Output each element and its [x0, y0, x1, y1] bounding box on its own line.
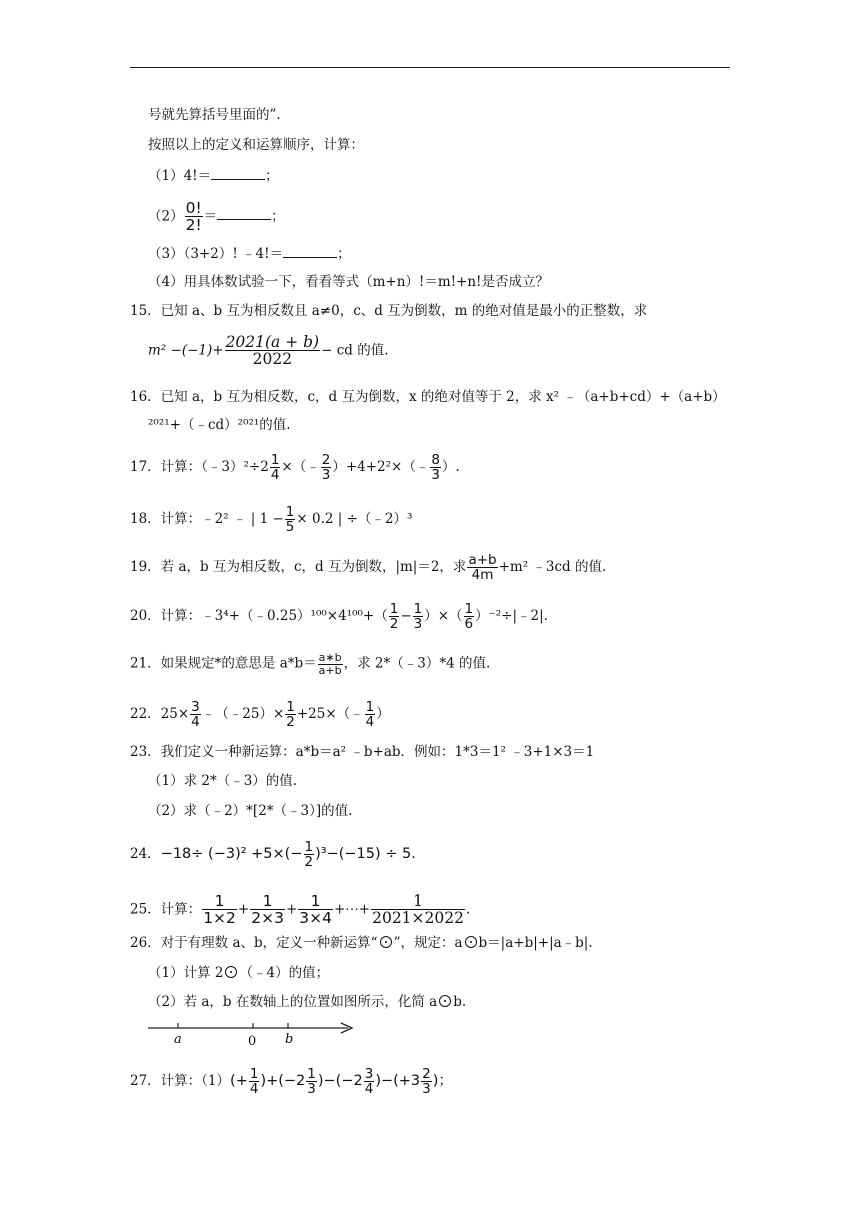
- q23-part1: （1）求 2*（﹣3）的值.: [148, 773, 298, 789]
- odot-operator-icon: [380, 936, 392, 948]
- answer-blank[interactable]: [217, 206, 271, 220]
- header-rule: [130, 67, 730, 68]
- number-line-figure: [148, 1016, 358, 1060]
- q26-part1: （1）计算 2 （﹣4）的值；: [148, 965, 330, 981]
- fraction: $\frac{1}{4}$: [270, 452, 280, 484]
- fraction: $\frac{1}{2021\times 2022}$: [372, 892, 464, 928]
- fraction: $\frac{1}{2}$: [286, 699, 295, 731]
- fraction: $\frac{0!}{2!}$: [185, 199, 202, 235]
- label-a: a: [174, 1032, 182, 1047]
- q14-part1: （1）4!＝ ；: [148, 168, 279, 184]
- label-zero: 0: [248, 1034, 257, 1049]
- fraction: $\frac{2021(a + b)}{2022}$: [225, 333, 320, 369]
- question-16: 16．已知 a，b 互为相反数，c，d 互为倒数，x 的绝对值等于 2，求 x² ﹣（a+b+cd）+（a+b）: [130, 389, 726, 405]
- question-25: 25．计算： $\frac{1}{1\times 2}$ + $\frac{1}{2\times 3}$ + $\frac{1}{3\times 4}$ +⋯+ $\frac{1}{2021\times 2022}$ .: [130, 892, 471, 928]
- question-15: 15．已知 a、b 互为相反数且 a≠0，c、d 互为倒数，m 的绝对值是最小的正整数，求: [130, 303, 648, 319]
- fraction: $\frac{8}{3}$: [431, 452, 440, 484]
- fraction: $\frac{3}{4}$: [364, 1066, 374, 1098]
- q15-expression: m² −(−1)+ $\frac{2021(a + b)}{2022}$ − cd 的值.: [148, 333, 389, 369]
- fraction: $\frac{1}{2\times 3}$: [251, 892, 284, 928]
- q14-part4: （4）用具体数试验一下，看看等式（m+n）!＝m!+n!是否成立？: [148, 274, 549, 290]
- fraction: $\frac{1}{4}$: [365, 699, 375, 731]
- question-16-cont: ²⁰²¹+（﹣cd）²⁰²¹的值.: [148, 417, 291, 433]
- fraction: $\frac{a∗b}{a+b}$: [318, 651, 342, 677]
- question-24: 24．−18÷ (−3)² +5×(− $\frac{1}{2}$ )³−(−15) ÷ 5.: [130, 839, 416, 871]
- question-21: 21．如果规定*的意思是 a*b＝ $\frac{a∗b}{a+b}$ ，求 2*（﹣3）*4 的值.: [130, 651, 491, 677]
- fraction: $\frac{2}{3}$: [321, 452, 331, 484]
- fraction: $\frac{1}{1\times 2}$: [203, 892, 236, 928]
- label-b: b: [285, 1032, 294, 1047]
- question-18: 18．计算：﹣2² ﹣ | 1 − $\frac{1}{5}$ × 0.2 | ÷（﹣2）³: [130, 504, 413, 536]
- odot-operator-icon: [439, 995, 451, 1007]
- q23-part2: （2）求（﹣2）*[2*（﹣3）]的值.: [148, 803, 353, 819]
- fraction: $\frac{3}{4}$: [191, 699, 200, 731]
- question-27: 27．计算：（1）(+ $\frac{1}{4}$ )+(−2 $\frac{1}{3}$ )−(−2 $\frac{3}{4}$ )−(+3 $\frac{2}{3}$ )；: [130, 1066, 453, 1098]
- q14-part2: （2） $\frac{0!}{2!}$ ＝ ；: [148, 199, 285, 235]
- question-23: 23．我们定义一种新运算：a*b＝a² ﹣b+ab．例如：1*3＝1² ﹣3+1×3＝1: [130, 744, 595, 760]
- fraction: $\frac{1}{6}$: [464, 601, 474, 633]
- q26-part2: （2）若 a，b 在数轴上的位置如图所示，化简 a b.: [148, 994, 467, 1010]
- fraction: $\frac{1}{3\times 4}$: [299, 892, 332, 928]
- q14-part3: （3）（3+2）! ﹣4!＝ ；: [148, 246, 351, 262]
- odot-operator-icon: [465, 936, 477, 948]
- answer-blank[interactable]: [283, 244, 337, 258]
- odot-operator-icon: [225, 966, 237, 978]
- question-17: 17．计算：（﹣3）²÷2 $\frac{1}{4}$ ×（﹣ $\frac{2}{3}$ ）+4+2²×（﹣ $\frac{8}{3}$ ）.: [130, 452, 460, 484]
- fraction: $\frac{2}{3}$: [422, 1066, 431, 1098]
- text-line: 号就先算括号里面的”.: [148, 107, 281, 123]
- fraction: $\frac{1}{3}$: [413, 601, 423, 633]
- fraction: $\frac{a+b}{4m}$: [468, 552, 497, 584]
- fraction: $\frac{1}{2}$: [304, 839, 314, 871]
- fraction: $\frac{1}{4}$: [249, 1066, 259, 1098]
- fraction: $\frac{1}{3}$: [307, 1066, 316, 1098]
- fraction: $\frac{1}{2}$: [389, 601, 399, 633]
- fraction: $\frac{1}{5}$: [285, 504, 295, 536]
- answer-blank[interactable]: [211, 166, 265, 180]
- question-20: 20．计算：﹣3⁴+（﹣0.25）¹⁰⁰×4¹⁰⁰+（ $\frac{1}{2}$ − $\frac{1}{3}$ ）×（ $\frac{1}{6}$ ）⁻²÷|﹣2|.: [130, 601, 548, 633]
- question-22: 22．25× $\frac{3}{4}$ ﹣（﹣25）× $\frac{1}{2}$ +25×（﹣ $\frac{1}{4}$ ）: [130, 699, 390, 731]
- question-19: 19．若 a，b 互为相反数，c，d 互为倒数，|m|＝2，求 $\frac{a+b}{4m}$ +m² ﹣3cd 的值.: [130, 552, 607, 584]
- question-26: 26．对于有理数 a、b，定义一种新运算“ ”，规定：a b＝|a+b|+|a﹣b|.: [130, 935, 593, 951]
- text-line: 按照以上的定义和运算顺序，计算：: [148, 137, 364, 153]
